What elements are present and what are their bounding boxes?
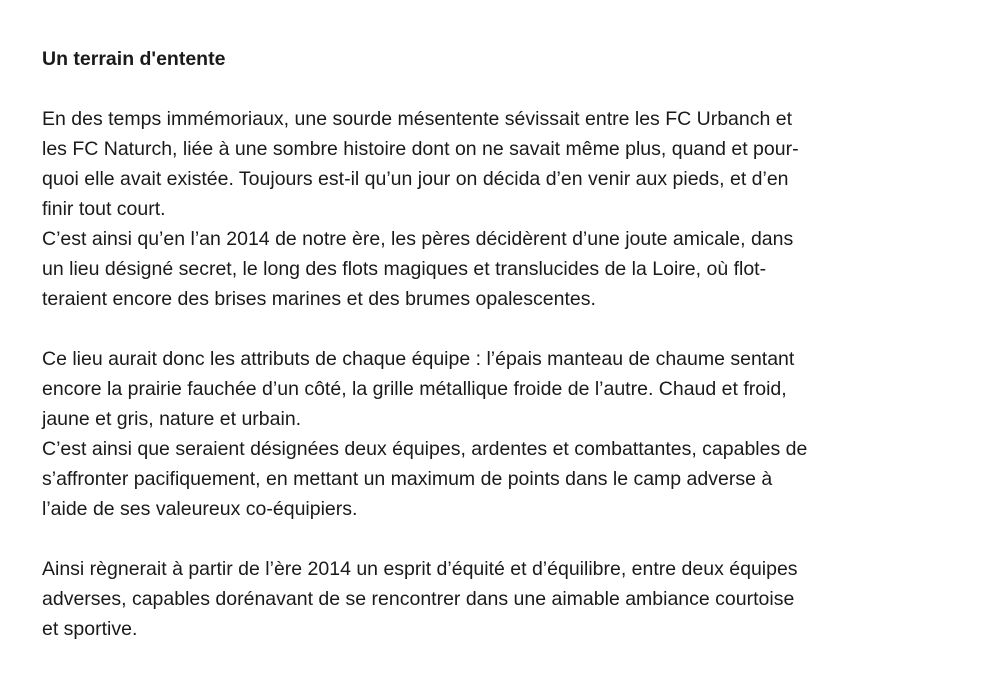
text-line: Ce lieu aurait donc les attributs de chaque équipe : l’épais manteau de chaume sentant — [42, 348, 795, 370]
text-line: C’est ainsi que seraient désignées deux équipes, ardentes et combattantes, capables de — [42, 438, 808, 460]
text-line: un lieu désigné secret, le long des flots magiques et translucides de la Loire, où flot- — [42, 258, 767, 280]
paragraph-block-2 — [42, 344, 972, 524]
text-line: et sportive. — [42, 618, 138, 640]
paragraph-block-1 — [42, 104, 972, 314]
text-line: s’affronter pacifiquement, en mettant un maximum de points dans le camp adverse à — [42, 468, 773, 490]
text-line: adverses, capables dorénavant de se rencontrer dans une aimable ambiance courtoise — [42, 588, 795, 610]
text-line: jaune et gris, nature et urbain. — [42, 408, 302, 430]
text-line: quoi elle avait existée. Toujours est-il qu’un jour on décida d’en venir aux pieds, et d’en — [42, 168, 789, 190]
paragraph-block-3 — [42, 554, 972, 644]
text-line: Ainsi règnerait à partir de l’ère 2014 un esprit d’équité et d’équilibre, entre deux équipes — [42, 558, 798, 580]
text-line: encore la prairie fauchée d’un côté, la grille métallique froide de l’autre. Chaud et froid, — [42, 378, 787, 400]
text-line: En des temps immémoriaux, une sourde mésentente sévissait entre les FC Urbanch et — [42, 108, 793, 130]
text-line: les FC Naturch, liée à une sombre histoire dont on ne savait même plus, quand et pour- — [42, 138, 799, 160]
text-line: teraient encore des brises marines et des brumes opalescentes. — [42, 288, 596, 310]
document-title: Un terrain d'entente — [42, 48, 226, 70]
text-line: finir tout court. — [42, 198, 166, 220]
text-line: l’aide de ses valeureux co-équipiers. — [42, 498, 358, 520]
text-line: C’est ainsi qu’en l’an 2014 de notre ère, les pères décidèrent d’une joute amicale, dans — [42, 228, 794, 250]
document — [42, 44, 972, 644]
